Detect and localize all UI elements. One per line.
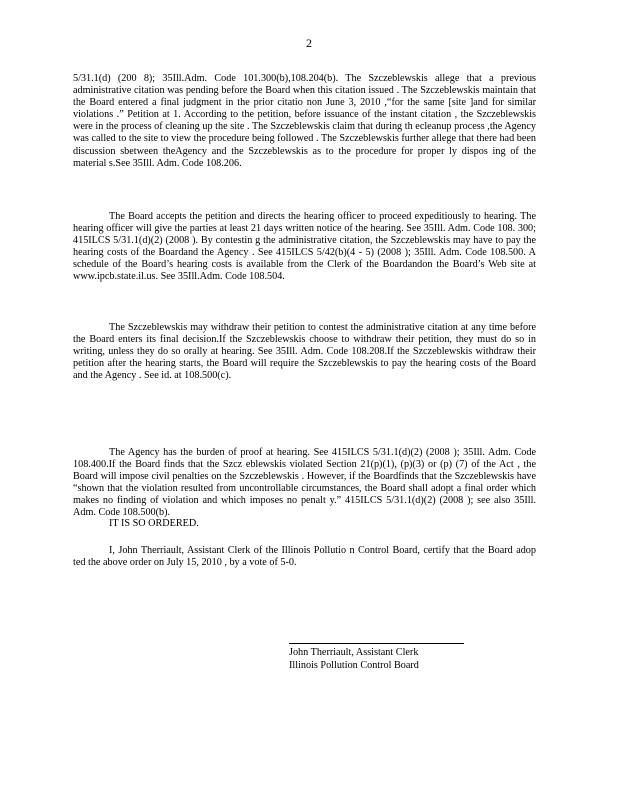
signature-line — [289, 643, 464, 644]
signature-organization: Illinois Pollution Control Board — [289, 660, 419, 671]
paragraph-so-ordered: IT IS SO ORDERED. — [109, 518, 199, 529]
signature-name: John Therriault, Assistant Clerk — [289, 647, 419, 658]
paragraph-citation-background: 5/31.1(d) (200 8); 35Ill.Adm. Code 101.300(b),108.204(b). The Szczeblewskis allege that a previous administrative citation was pending before the Board when this citation issued . The Szczeblewskis maintain that the Board entered a final judgment in the prior citatio non June 3, 2010 ,“for the same [site ]and for similar violations .” Petition at 1. According to the petition, before issuance of the instant citation , the Szczeblewskis were in the process of cleaning up the site . The Szczeblewskis claim that during th ecleanup process ,the Agency was called to the site to view the procedure being followed . The Szczeblewskis further allege that there had been discussion sbetween theAgency and the Szczeblewskis as to the procedure for proper ly dispos ing of the material s.See 35Ill. Adm. Code 108.206. — [73, 73, 536, 169]
paragraph-hearing: The Board accepts the petition and directs the hearing officer to proceed expeditiously to hearing. The hearing officer will give the parties at least 21 days written notice of the hearing. See 35Ill. Adm. Code 108. 300; 415ILCS 5/31.1(d)(2) (2008 ). By contestin g the administrative citation, the Szczeblewskis may have to pay the hearing costs of the Boardand the Agency . See 415ILCS 5/42(b)(4 - 5) (2008 ); 35Ill. Adm. Code 108.500. A schedule of the Board’s hearing costs is available from the Clerk of the Boardandon the Board’s Web site at www.ipcb.state.il.us. See 35Ill.Adm. Code 108.504. — [73, 211, 536, 283]
paragraph-withdrawal: The Szczeblewskis may withdraw their petition to contest the administrative citation at any time before the Board enters its final decision.If the Szczeblewskis choose to withdraw their petition, they must do so in writing, unless they do so orally at hearing. See 35Ill. Adm. Code 108.208.If the Szczeblewskis withdraw their petition after the hearing starts, the Board will require the Szczeblewskis to pay the hearing costs of the Board and the Agency . See id. at 108.500(c). — [73, 322, 536, 382]
paragraph-certification: I, John Therriault, Assistant Clerk of the Illinois Pollutio n Control Board, certify that the Board adop ted the above order on July 15, 2010 , by a vote of 5-0. — [73, 545, 536, 569]
page-number: 2 — [306, 36, 312, 50]
paragraph-burden-of-proof: The Agency has the burden of proof at hearing. See 415ILCS 5/31.1(d)(2) (2008 ); 35Ill. Adm. Code 108.400.If the Board finds that the Szcz eblewskis violated Section 21(p)(1), (p)(3) or (p) (7) of the Act , the Board will impose civil penalties on the Szczeblewskis . However, if the Boardfinds that the Szczeblewskis have “shown that the violation resulted from uncontrollable circumstances, the Board shall adopt a final order which makes no finding of violation and which imposes no penalt y.” 415ILCS 5/31.1(d)(2) (2008 ); see also 35Ill. Adm. Code 108.500(b). — [73, 447, 536, 519]
